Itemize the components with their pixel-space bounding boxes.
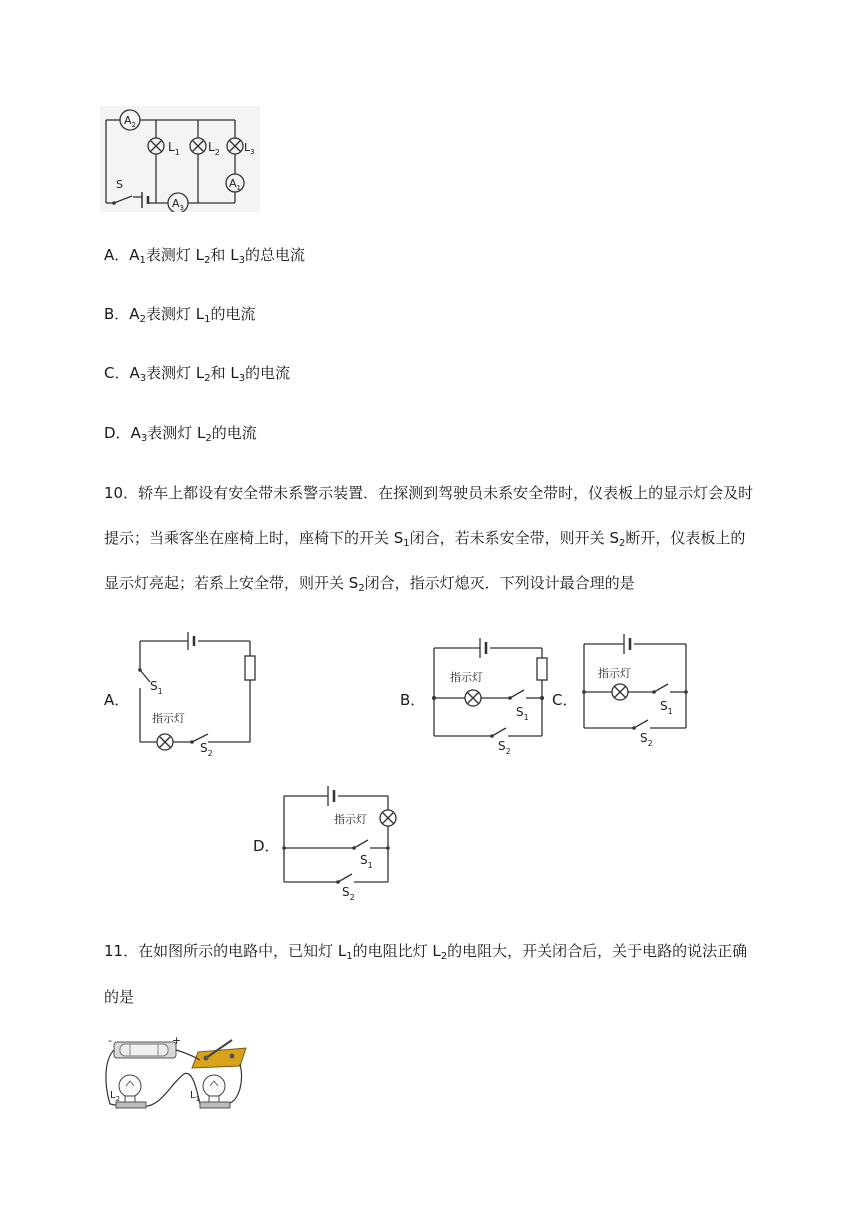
q10-stem-line2: 提示；当乘客坐在座椅上时，座椅下的开关 $S_1$闭合，若未系安全带，则开关 $S_2$断开，仪表板上的 (104, 529, 746, 549)
q10-choice-a-label: A． (104, 691, 130, 709)
svg-text:S2: $S_2$ (498, 739, 511, 756)
q11-circuit-photo (100, 1034, 248, 1114)
svg-text:指示灯: 指示灯 (152, 712, 185, 725)
q9-option-c: C．$A_3$表测灯 $L_2$和 $L_3$的电流 (104, 364, 291, 384)
svg-text:指示灯: 指示灯 (598, 667, 631, 680)
svg-text:S: S (116, 178, 123, 191)
q10-choice-b-label: B． (400, 691, 426, 709)
q10-circuit-a (128, 630, 260, 758)
svg-text:指示灯: 指示灯 (334, 813, 367, 826)
svg-text:S2: $S_2$ (200, 741, 213, 758)
svg-text:S1: $S_1$ (660, 699, 673, 716)
q9-option-b: B．$A_2$表测灯 $L_1$的电流 (104, 305, 256, 325)
svg-text:-: - (108, 1034, 112, 1047)
q10-choice-d-label: D． (253, 837, 280, 855)
svg-text:L1: $L_1$ (190, 1090, 201, 1103)
svg-text:S1: $S_1$ (360, 853, 373, 870)
svg-text:S1: $S_1$ (150, 679, 163, 696)
q11-stem-line2: 的是 (104, 988, 135, 1006)
svg-text:L2: $L_2$ (110, 1090, 121, 1103)
q10-choice-c-label: C． (552, 691, 578, 709)
q11-stem-line1: 11．在如图所示的电路中，已知灯 $L_1$的电阻比灯 $L_2$的电阻大，开关闭合后，关于电路的说法正确 (104, 942, 748, 962)
svg-text:L2: $L_2$ (208, 140, 220, 157)
q10-circuit-c (578, 630, 694, 746)
q9-circuit-diagram (100, 106, 260, 212)
svg-text:指示灯: 指示灯 (450, 671, 483, 684)
q10-circuit-b (428, 630, 550, 758)
q10-stem-line3: 显示灯亮起；若系上安全带，则开关 $S_2$闭合，指示灯熄灭．下列设计最合理的是 (104, 574, 635, 594)
q9-option-a: A．$A_1$表测灯 $L_2$和 $L_3$的总电流 (104, 246, 305, 266)
svg-text:S2: $S_2$ (640, 731, 653, 746)
svg-text:+: + (172, 1034, 182, 1047)
q9-option-d: D．$A_3$表测灯 $L_2$的电流 (104, 424, 257, 444)
svg-text:A2: $A_2$ (124, 114, 136, 129)
q10-circuit-d (278, 784, 402, 902)
svg-text:S1: $S_1$ (516, 705, 529, 722)
svg-text:L3: $L_3$ (244, 141, 255, 156)
svg-text:L1: $L_1$ (168, 140, 180, 157)
q10-stem-line1: 10．轿车上都设有安全带未系警示装置．在探测到驾驶员未系安全带时，仪表板上的显示灯会及时 (104, 484, 754, 502)
svg-text:S2: $S_2$ (342, 885, 355, 902)
svg-text:A1: $A_1$ (229, 177, 241, 192)
svg-text:A3: $A_3$ (172, 197, 184, 212)
